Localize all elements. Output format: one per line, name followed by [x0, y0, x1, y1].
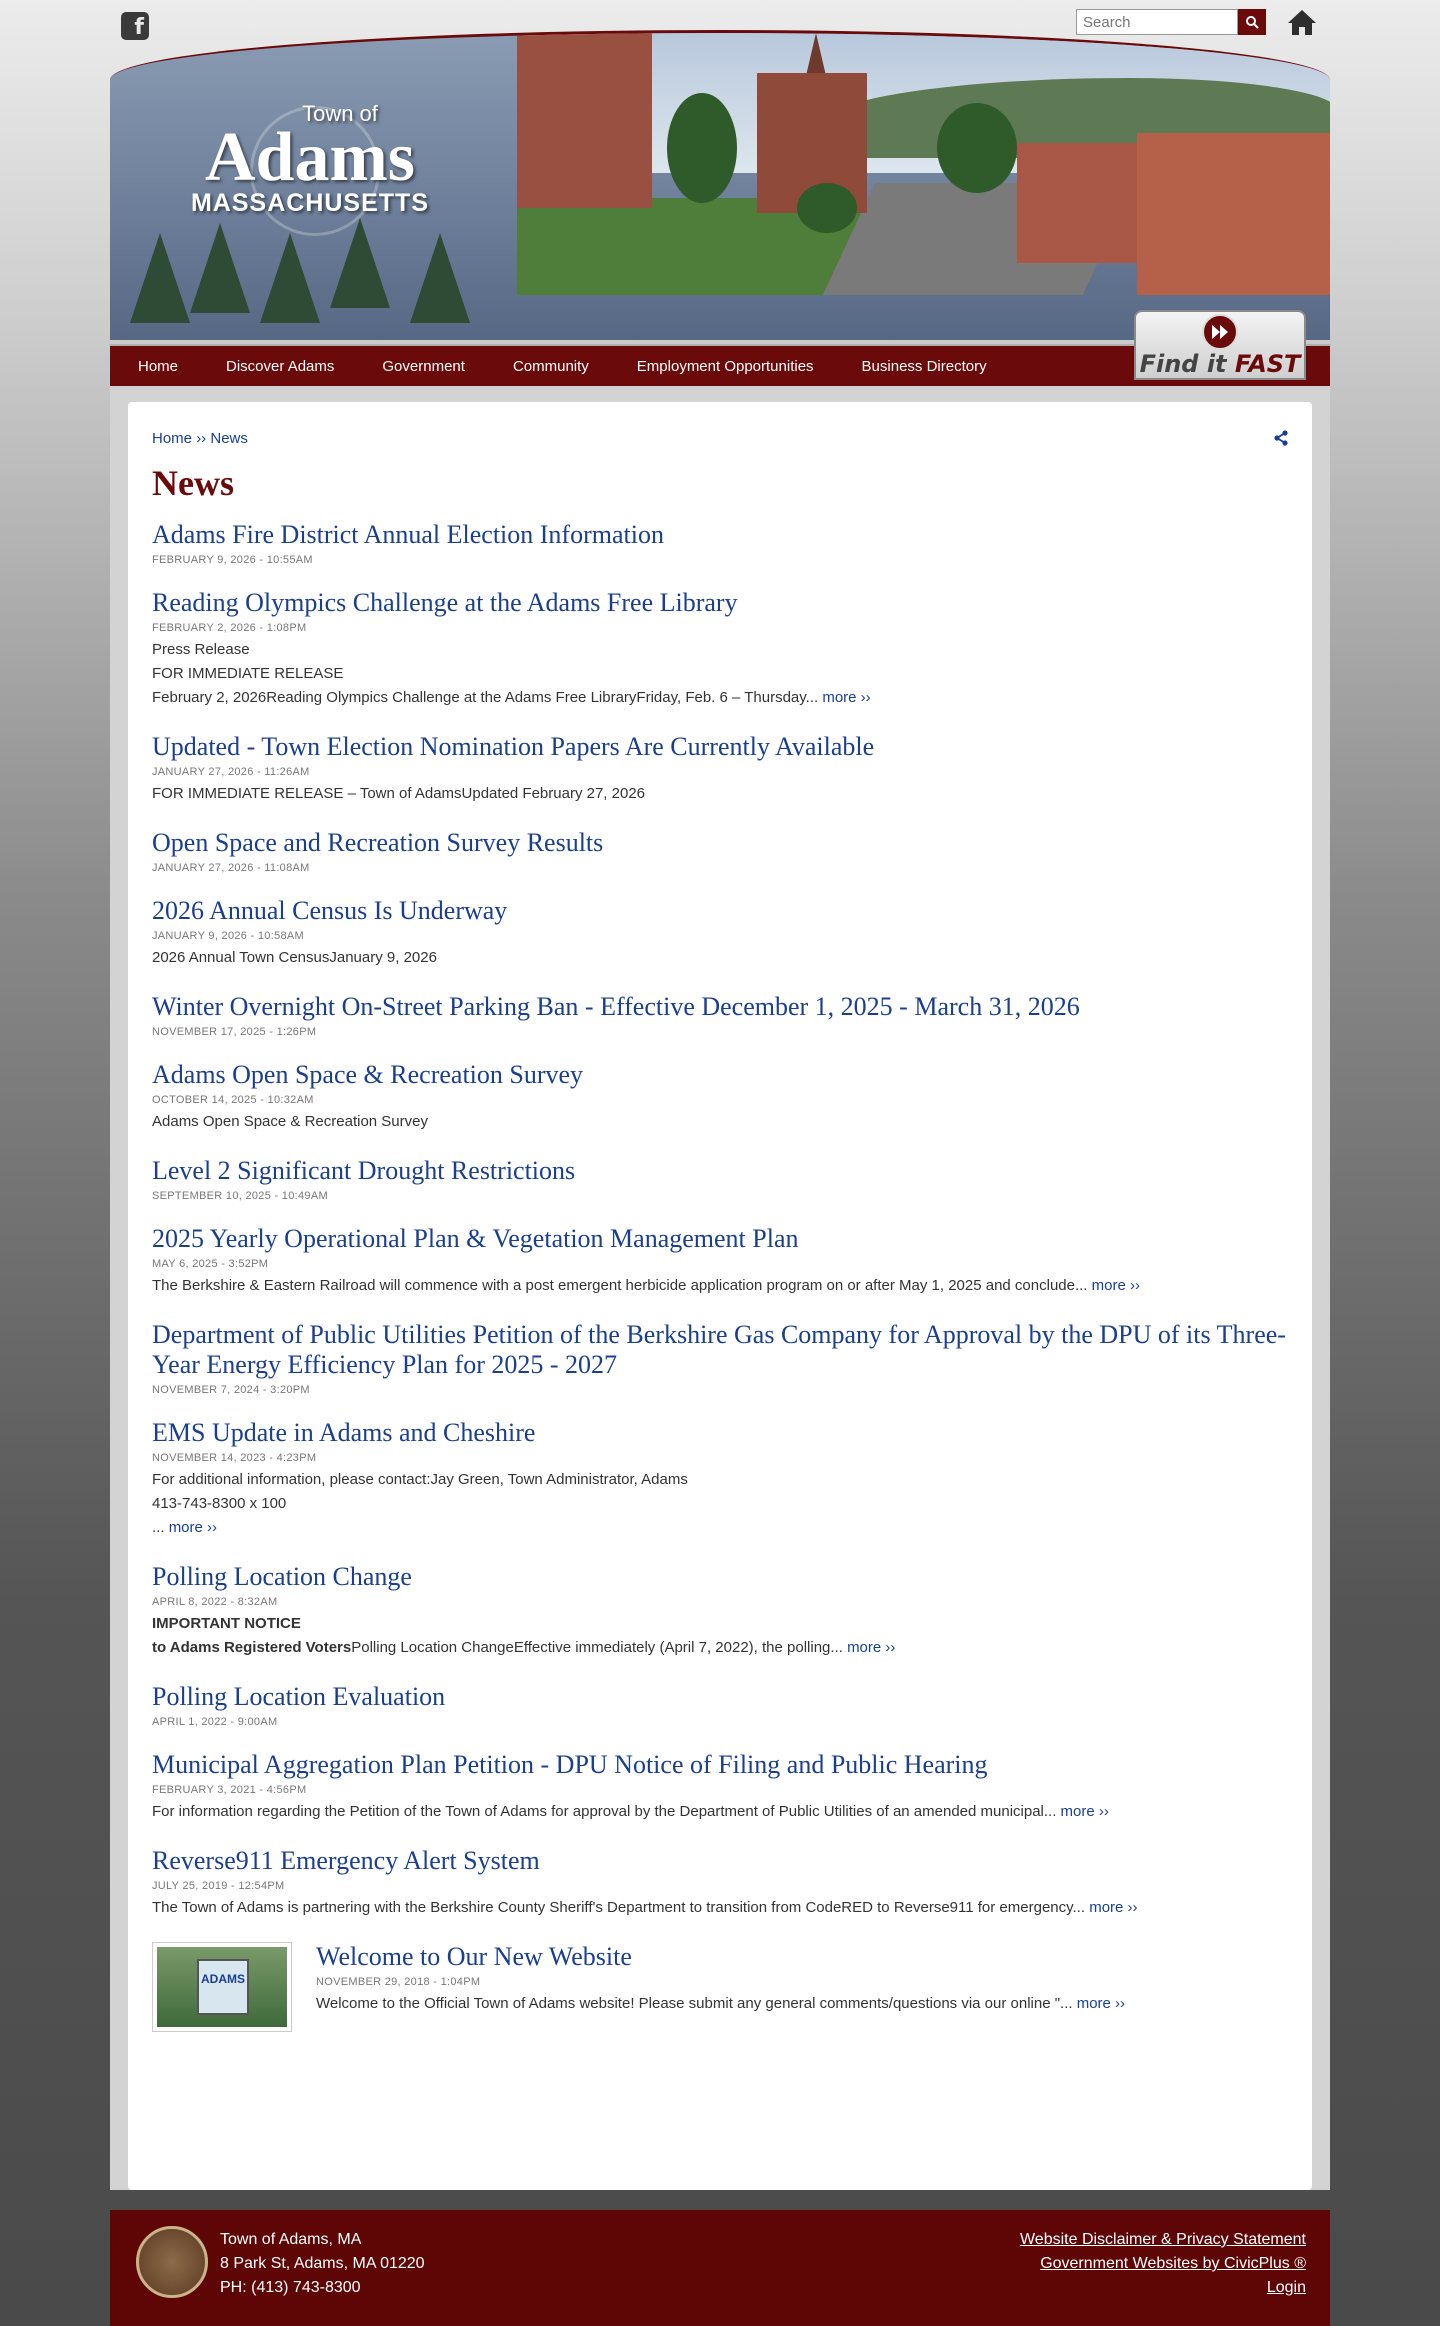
news-title[interactable]: Polling Location Change	[152, 1562, 412, 1591]
nav-item-business-directory[interactable]: Business Directory	[861, 357, 987, 375]
news-title[interactable]: Welcome to Our New Website	[316, 1942, 632, 1971]
news-item	[152, 1562, 1292, 1660]
news-summary	[152, 1468, 1292, 1540]
news-summary: 2026 Annual Town CensusJanuary 9, 2026	[152, 949, 437, 966]
news-item	[152, 992, 1292, 1038]
nav-item-government[interactable]: Government	[382, 357, 465, 375]
news-title[interactable]: Winter Overnight On-Street Parking Ban - Effective December 1, 2025 - March 31, 2026	[152, 992, 1080, 1021]
tree-decoration	[330, 218, 390, 308]
thumb-sign-text: ADAMS	[197, 1959, 249, 2015]
logo-state: MASSACHUSETTS	[190, 189, 429, 217]
news-title[interactable]: Adams Open Space & Recreation Survey	[152, 1060, 584, 1089]
more-link[interactable]: more ››	[847, 1639, 896, 1656]
login-link[interactable]: Login	[1266, 2279, 1306, 2296]
more-link[interactable]: more ››	[1091, 1277, 1140, 1294]
news-item	[152, 1060, 1292, 1134]
news-item	[152, 520, 1292, 566]
news-item	[152, 1418, 1292, 1540]
town-logo[interactable]	[190, 101, 430, 218]
news-title[interactable]: Municipal Aggregation Plan Petition - DPU Notice of Filing and Public Hearing	[152, 1750, 988, 1779]
summary-line: IMPORTANT NOTICE	[152, 1615, 301, 1632]
nav-item-discover-adams[interactable]: Discover Adams	[226, 357, 335, 375]
news-date: FEBRUARY 3, 2021 - 4:56PM	[152, 1784, 307, 1796]
news-title[interactable]: Adams Fire District Annual Election Information	[152, 520, 664, 549]
more-link[interactable]: more ››	[1076, 1995, 1126, 2012]
tree-decoration	[410, 233, 470, 323]
news-item	[152, 1156, 1292, 1202]
footer-links	[1020, 2228, 1306, 2300]
summary-line: 413-743-8300 x 100	[152, 1495, 287, 1512]
footer-phone: PH: (413) 743-8300	[220, 2279, 361, 2296]
summary-line: to Adams Registered Voters	[152, 1639, 352, 1656]
news-item	[152, 1750, 1292, 1824]
news-item	[152, 1846, 1292, 1920]
news-item	[152, 1682, 1292, 1728]
footer-street: 8 Park St, Adams, MA 01220	[220, 2255, 425, 2272]
news-date: FEBRUARY 9, 2026 - 10:55AM	[152, 554, 313, 566]
tree-decoration	[130, 233, 190, 323]
news-date: NOVEMBER 14, 2023 - 4:23PM	[152, 1452, 317, 1464]
facebook-icon[interactable]: f	[121, 12, 149, 40]
news-title[interactable]: Reverse911 Emergency Alert System	[152, 1846, 540, 1875]
more-link[interactable]: more ››	[168, 1519, 218, 1536]
town-photo	[517, 33, 1330, 295]
summary-line: Press Release	[152, 641, 250, 658]
nav-item-employment[interactable]: Employment Opportunities	[636, 357, 814, 375]
summary-line: Welcome to the Official Town of Adams website! Please submit any general comments/questions via our online "...	[316, 1995, 1073, 2012]
disclaimer-link[interactable]: Website Disclaimer & Privacy Statement	[1019, 2231, 1306, 2248]
civicplus-link[interactable]: Government Websites by CivicPlus ®	[1040, 2255, 1306, 2272]
news-date: JANUARY 9, 2026 - 10:58AM	[152, 930, 305, 942]
news-thumbnail[interactable]	[152, 1942, 292, 2032]
news-title[interactable]: Reading Olympics Challenge at the Adams Free Library	[152, 588, 738, 617]
summary-line: Polling Location ChangeEffective immediately (April 7, 2022), the polling...	[351, 1639, 843, 1656]
news-title[interactable]: Department of Public Utilities Petition of the Berkshire Gas Company for Approval by the DPU of its Three-Year Energy Efficiency Plan for 2025 - 2027	[152, 1320, 1286, 1379]
nav-item-community[interactable]: Community	[512, 357, 589, 375]
news-date: MAY 6, 2025 - 3:52PM	[152, 1258, 269, 1270]
news-summary	[152, 1612, 1292, 1660]
town-seal-icon	[136, 2226, 208, 2298]
news-summary	[152, 638, 1292, 710]
fast-forward-icon	[1202, 314, 1238, 350]
news-summary: FOR IMMEDIATE RELEASE – Town of AdamsUpdated February 27, 2026	[152, 785, 646, 802]
footer-address	[220, 2228, 425, 2300]
news-summary: Adams Open Space & Recreation Survey	[152, 1113, 428, 1130]
site-footer	[110, 2210, 1330, 2326]
more-link[interactable]: more ››	[1089, 1899, 1138, 1916]
news-date: NOVEMBER 17, 2025 - 1:26PM	[152, 1026, 317, 1038]
summary-line: FOR IMMEDIATE RELEASE	[152, 665, 344, 682]
news-date: NOVEMBER 29, 2018 - 1:04PM	[316, 1976, 481, 1988]
logo-name: Adams	[204, 119, 416, 196]
more-link[interactable]: more ››	[1060, 1803, 1109, 1820]
news-date: SEPTEMBER 10, 2025 - 10:49AM	[152, 1190, 328, 1202]
more-link[interactable]: more ››	[822, 689, 871, 706]
news-summary	[152, 1274, 1292, 1298]
summary-line: February 2, 2026Reading Olympics Challenge at the Adams Free LibraryFriday, Feb. 6 – Thursday...	[152, 689, 819, 706]
news-item	[152, 1320, 1292, 1396]
summary-line: ...	[152, 1519, 165, 1536]
news-title[interactable]: 2026 Annual Census Is Underway	[152, 896, 508, 925]
welcome-sign-image	[157, 1947, 287, 2027]
news-list	[152, 520, 1292, 2054]
tree-decoration	[260, 233, 320, 323]
breadcrumb-home[interactable]: Home	[152, 430, 193, 447]
news-title[interactable]: Updated - Town Election Nomination Papers Are Currently Available	[152, 732, 875, 761]
news-title[interactable]: Polling Location Evaluation	[152, 1682, 446, 1711]
logo-town-of: Town of	[302, 101, 378, 126]
news-summary	[152, 1800, 1292, 1824]
news-date: APRIL 8, 2022 - 8:32AM	[152, 1596, 278, 1608]
news-title[interactable]: Level 2 Significant Drought Restrictions	[152, 1156, 576, 1185]
search-icon	[1245, 15, 1259, 29]
news-date: APRIL 1, 2022 - 9:00AM	[152, 1716, 278, 1728]
news-date: NOVEMBER 7, 2024 - 3:20PM	[152, 1384, 310, 1396]
news-date: FEBRUARY 2, 2026 - 1:08PM	[152, 622, 307, 634]
main-content	[128, 402, 1312, 2190]
summary-line: The Berkshire & Eastern Railroad will commence with a post emergent herbicide application program on or after May 1, 2025 and conclude...	[152, 1277, 1088, 1294]
news-title[interactable]: 2025 Yearly Operational Plan & Vegetation Management Plan	[152, 1224, 799, 1253]
news-title[interactable]: EMS Update in Adams and Cheshire	[152, 1418, 536, 1447]
footer-town-name: Town of Adams, MA	[220, 2231, 362, 2248]
summary-line: The Town of Adams is partnering with the Berkshire County Sheriff's Department to transition from CodeRED to Reverse911 for emergency...	[152, 1899, 1086, 1916]
summary-line: For additional information, please contact:Jay Green, Town Administrator, Adams	[152, 1471, 688, 1488]
breadcrumb-separator: ››	[196, 430, 207, 447]
news-item-featured	[152, 1942, 1292, 2032]
news-summary	[152, 1896, 1292, 1920]
share-icon[interactable]	[1273, 430, 1289, 446]
news-title[interactable]: Open Space and Recreation Survey Results	[152, 828, 604, 857]
find-it-fast-button[interactable]	[1134, 310, 1306, 380]
header-banner	[110, 30, 1330, 340]
page-title: News	[152, 463, 234, 503]
news-date: OCTOBER 14, 2025 - 10:32AM	[152, 1094, 314, 1106]
tree-decoration	[190, 223, 250, 313]
summary-line: For information regarding the Petition of the Town of Adams for approval by the Department of Public Utilities of an amended municipal...	[152, 1803, 1057, 1820]
breadcrumb-current[interactable]: News	[210, 430, 248, 447]
news-item	[152, 828, 1292, 874]
find-it-fast-label: Find it FAST	[1139, 350, 1301, 378]
breadcrumb	[152, 430, 248, 447]
news-item	[152, 896, 1292, 970]
news-date: JULY 25, 2019 - 12:54PM	[152, 1880, 285, 1892]
news-item	[152, 732, 1292, 806]
nav-item-home[interactable]: Home	[138, 357, 179, 375]
news-date: JANUARY 27, 2026 - 11:26AM	[152, 766, 310, 778]
news-item	[152, 1224, 1292, 1298]
news-item	[152, 588, 1292, 710]
news-date: JANUARY 27, 2026 - 11:08AM	[152, 862, 310, 874]
news-summary	[316, 1992, 1125, 2016]
